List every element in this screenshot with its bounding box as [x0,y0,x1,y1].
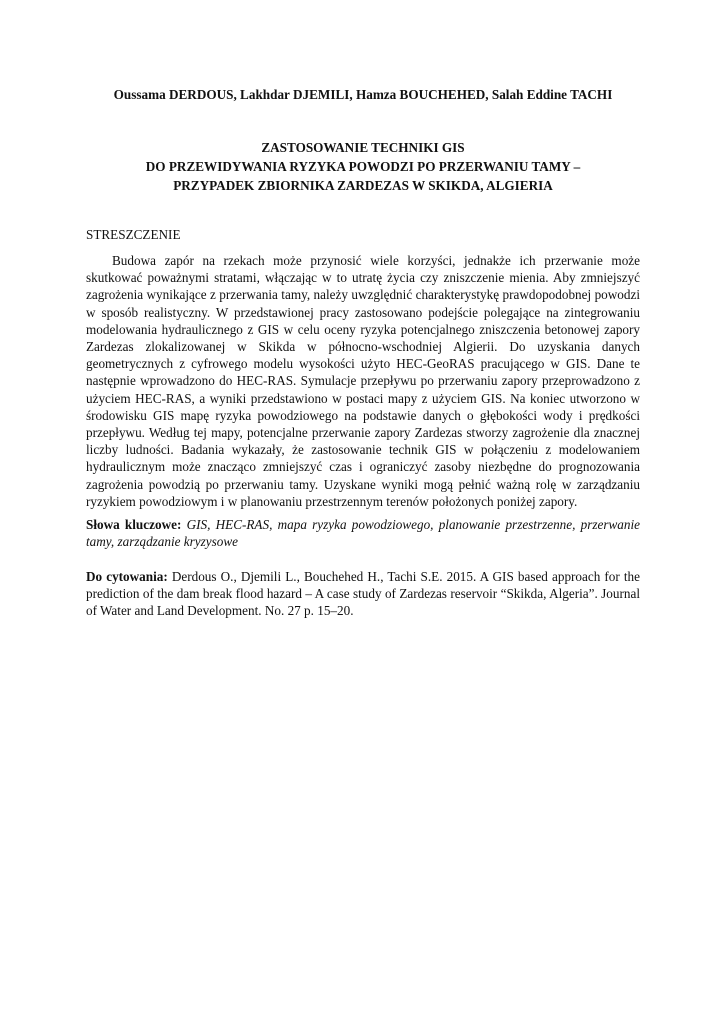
citation-paragraph [86,568,640,620]
keywords-paragraph [86,516,640,550]
keywords-label: Słowa kluczowe: [86,517,182,532]
title-line: PRZYPADEK ZBIORNIKA ZARDEZAS W SKIKDA, ALGIERIA [173,178,553,193]
keywords-text: GIS, HEC-RAS, mapa ryzyka powodziowego, planowanie przestrzenne, przerwanie tamy, zarządzanie kryzysowe [86,517,640,550]
citation-label: Do cytowania: [86,569,168,584]
title-line: DO PRZEWIDYWANIA RYZYKA POWODZI PO PRZERWANIU TAMY – [145,159,581,174]
paper-title [86,138,640,195]
abstract-body: Budowa zapór na rzekach może przynosić wiele korzyści, jednakże ich przerwanie może skutkować poważnymi stratami, włączając w to utratę życia czy zniszczenie mienia. Aby zmniejszyć zagrożenia wynikające z przerwania tamy, należy uwzględnić charakterystykę prawdopodobnej powodzi w sposób realistyczny. W przedstawionej pracy zastosowano podejście polegające na zintegrowaniu modelowania hydraulicznego z GIS w celu oceny ryzyka potencjalnego zniszczenia betonowej zapory Zardezas zlokalizowanej w Skikda w północno-wschodniej Algierii. Do uzyskania danych geometrycznych z cyfrowego modelu wysokości użyto HEC-GeoRAS pracującego w GIS. Dane te następnie wprowadzono do HEC-RAS. Symulacje przepływu po przerwaniu zapory przeprowadzono z użyciem HEC-RAS, a wyniki przedstawiono w postaci mapy z użyciem GIS. Na koniec utworzono w środowisku GIS mapę ryzyka powodziowego na podstawie danych o głębokości wody i prędkości przepływu. Według tej mapy, potencjalne przerwanie zapory Zardezas stworzy zagrożenie dla znacznej liczby ludności. Badania wykazały, że zastosowanie technik GIS w połączeniu z modelowaniem hydraulicznym może znacząco zmniejszyć czas i ograniczyć zasoby niezbędne do prognozowania zagrożenia powodzią po przerwaniu tamy. Uzyskane wyniki mogą pełnić ważną rolę w zarządzaniu ryzykiem powodziowym i w planowaniu przestrzennym terenów położonych poniżej zapory. [86,253,640,509]
abstract-heading: STRESZCZENIE [86,227,181,242]
author-list: Oussama DERDOUS, Lakhdar DJEMILI, Hamza BOUCHEHED, Salah Eddine TACHI [113,87,613,102]
title-line: ZASTOSOWANIE TECHNIKI GIS [261,140,465,155]
citation-text: Derdous O., Djemili L., Bouchehed H., Tachi S.E. 2015. A GIS based approach for the prediction of the dam break flood hazard – A case study of Zardezas reservoir “Skikda, Algeria”. Journal of Water and Land Development. No. 27 p. 15–20. [86,569,640,619]
